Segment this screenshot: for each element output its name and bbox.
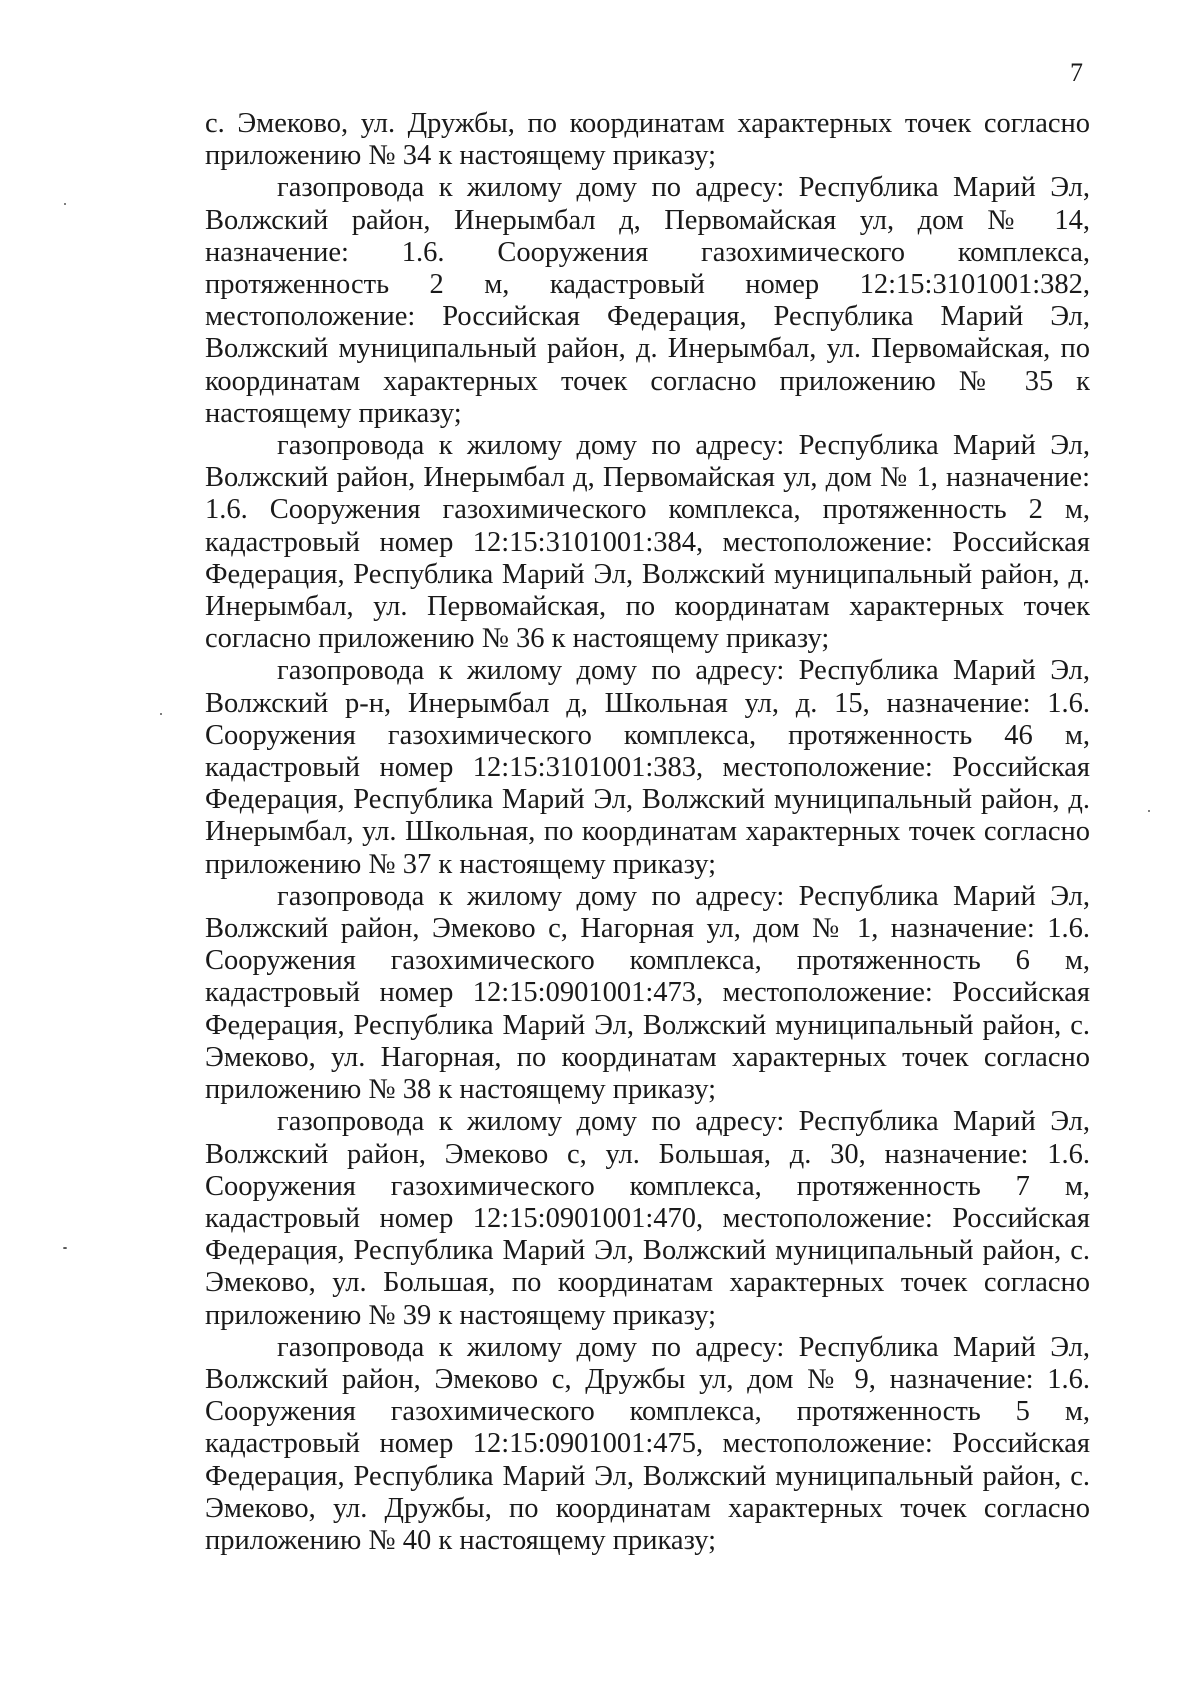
document-body bbox=[205, 108, 1090, 1557]
paragraph-gas-pipeline-36: газопровода к жилому дому по адресу: Республика Марий Эл, Волжский район, Инерымбал д, Первомайская ул, дом № 1, назначение: 1.6. Сооружения газохимического комплекса, протяженность 2 м, кадастровый номер 12:15:3101001:384, местоположение: Российская Федерация, Республика Марий Эл, Волжский муниципальный район, д. Инерымбал, ул. Первомайская, по координатам характерных точек согласно приложению № 36 к настоящему приказу; bbox=[205, 430, 1090, 655]
page-number: 7 bbox=[1070, 58, 1083, 87]
paragraph-gas-pipeline-40: газопровода к жилому дому по адресу: Республика Марий Эл, Волжский район, Эмеково с, Дружбы ул, дом № 9, назначение: 1.6. Сооружения газохимического комплекса, протяженность 5 м, кадастровый номер 12:15:0901001:475, местоположение: Российская Федерация, Республика Марий Эл, Волжский муниципальный район, с. Эмеково, ул. Дружбы, по координатам характерных точек согласно приложению № 40 к настоящему приказу; bbox=[205, 1331, 1090, 1556]
scan-speck bbox=[64, 203, 66, 205]
paragraph-gas-pipeline-35: газопровода к жилому дому по адресу: Республика Марий Эл, Волжский район, Инерымбал д, Первомайская ул, дом № 14, назначение: 1.6. Сооружения газохимического комплекса, протяженность 2 м, кадастровый номер 12:15:3101001:382, местоположение: Российская Федерация, Республика Марий Эл, Волжский муниципальный район, д. Инерымбал, ул. Первомайская, по координатам характерных точек согласно приложению № 35 к настоящему приказу; bbox=[205, 172, 1090, 429]
paragraph-gas-pipeline-38: газопровода к жилому дому по адресу: Республика Марий Эл, Волжский район, Эмеково с, Нагорная ул, дом № 1, назначение: 1.6. Сооружения газохимического комплекса, протяженность 6 м, кадастровый номер 12:15:0901001:473, местоположение: Российская Федерация, Республика Марий Эл, Волжский муниципальный район, с. Эмеково, ул. Нагорная, по координатам характерных точек согласно приложению № 38 к настоящему приказу; bbox=[205, 880, 1090, 1106]
paragraph-continuation: с. Эмеково, ул. Дружбы, по координатам характерных точек согласно приложению № 34 к настоящему приказу; bbox=[205, 108, 1090, 172]
paragraph-gas-pipeline-37: газопровода к жилому дому по адресу: Республика Марий Эл, Волжский р-н, Инерымбал д, Школьная ул, д. 15, назначение: 1.6. Сооружения газохимического комплекса, протяженность 46 м, кадастровый номер 12:15:3101001:383, местоположение: Российская Федерация, Республика Марий Эл, Волжский муниципальный район, д. Инерымбал, ул. Школьная, по координатам характерных точек согласно приложению № 37 к настоящему приказу; bbox=[205, 655, 1090, 880]
scan-speck bbox=[63, 1247, 67, 1249]
scan-speck bbox=[1148, 810, 1150, 812]
scan-speck bbox=[160, 713, 162, 715]
paragraph-gas-pipeline-39: газопровода к жилому дому по адресу: Республика Марий Эл, Волжский район, Эмеково с, ул. Большая, д. 30, назначение: 1.6. Сооружения газохимического комплекса, протяженность 7 м, кадастровый номер 12:15:0901001:470, местоположение: Российская Федерация, Республика Марий Эл, Волжский муниципальный район, с. Эмеково, ул. Большая, по координатам характерных точек согласно приложению № 39 к настоящему приказу; bbox=[205, 1106, 1090, 1331]
